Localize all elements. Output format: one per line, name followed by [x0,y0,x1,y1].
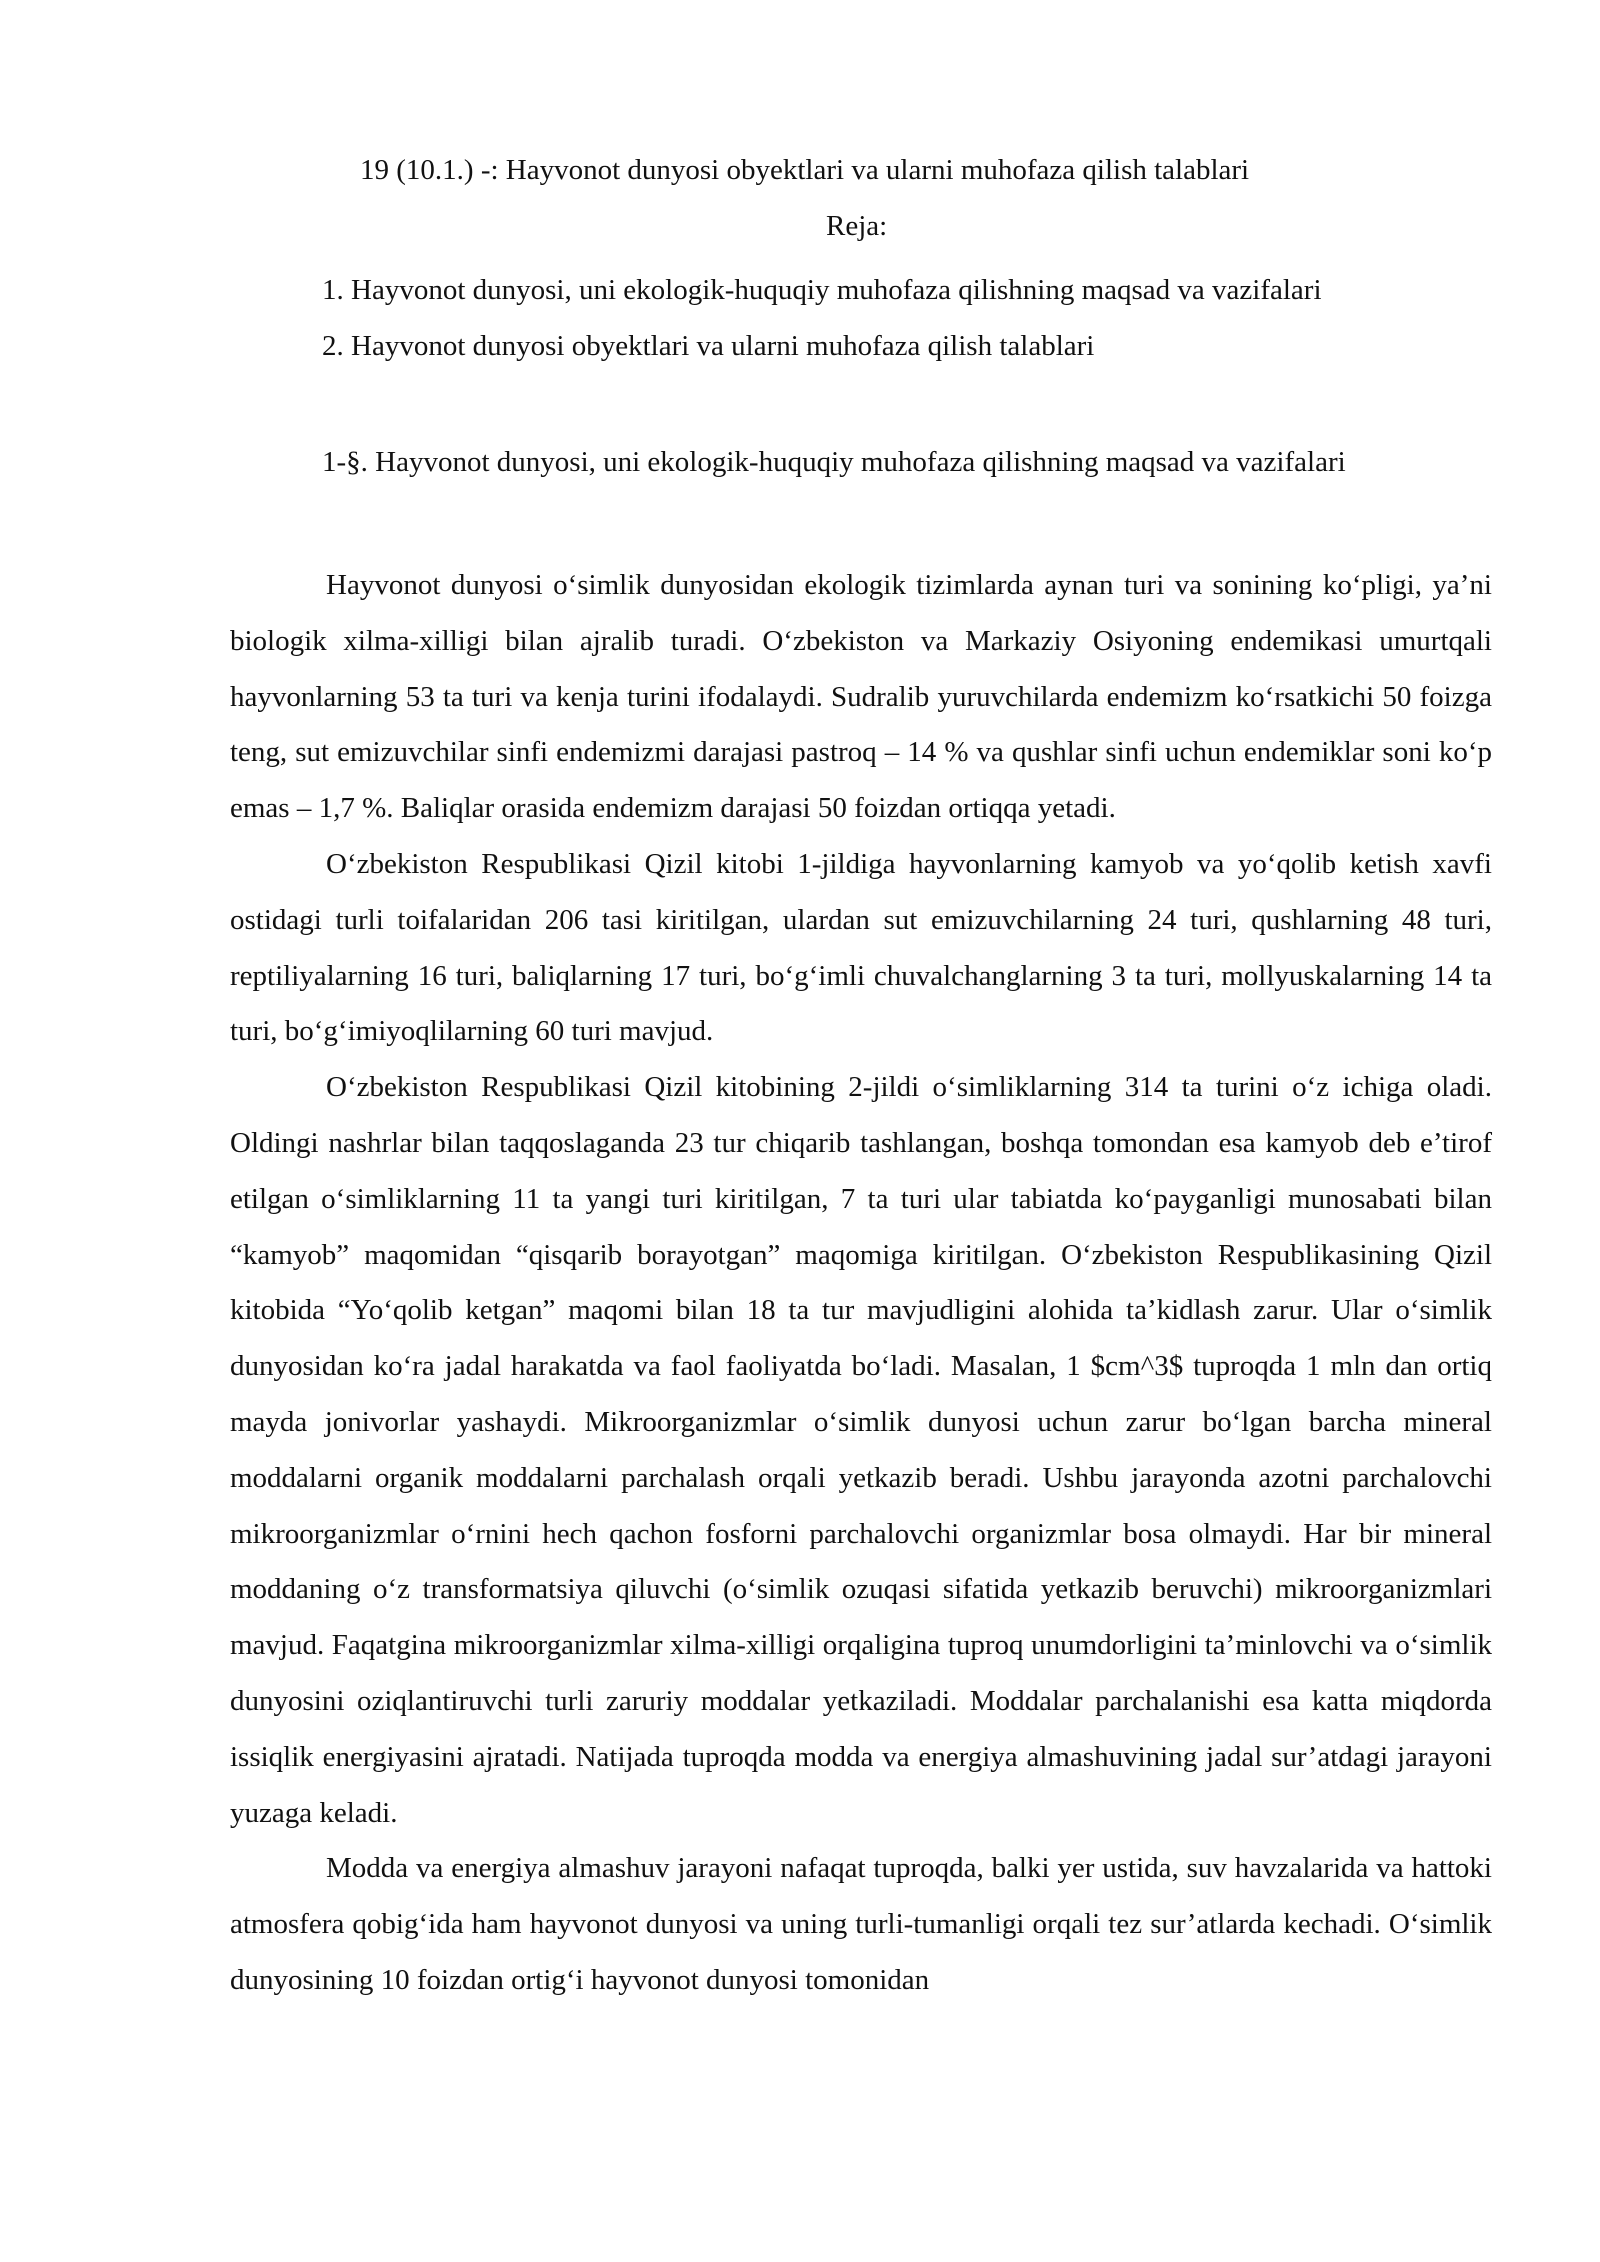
paragraph: O‘zbekiston Respublikasi Qizil kitobining 2-jildi o‘simliklarning 314 ta turini o‘z ichiga oladi. Oldingi nashrlar bilan taqqoslaganda 23 tur chiqarib tashlangan, boshqa tomondan esa kamyob deb e’tirof etilgan o‘simliklarning 11 ta yangi turi kiritilgan, 7 ta turi ular tabiatda ko‘payganligi munosabati bilan “kamyob” maqomidan “qisqarib borayotgan” maqomiga kiritilgan. O‘zbekiston Respublikasining Qizil kitobida “Yo‘qolib ketgan” maqomi bilan 18 ta tur mavjudligini alohida ta’kidlash zarur. Ular o‘simlik dunyosidan ko‘ra jadal harakatda va faol faoliyatda bo‘ladi. Masalan, 1 $cm^3$ tuproqda 1 mln dan ortiq mayda jonivorlar yashaydi. Mikroorganizmlar o‘simlik dunyosi uchun zarur bo‘lgan barcha mineral moddalarni organik moddalarni parchalash orqali yetkazib beradi. Ushbu jarayonda azotni parchalovchi mikroorganizmlar o‘rnini hech qachon fosforni parchalovchi organizmlar bosa olmaydi. Har bir mineral moddaning o‘z transformatsiya qiluvchi (o‘simlik ozuqasi sifatida yetkazib beruvchi) mikroorganizmlari mavjud. Faqatgina mikroorganizmlar xilma-xilligi orqaligina tuproq unumdorligini ta’minlovchi va o‘simlik dunyosini oziqlantiruvchi turli zaruriy moddalar yetkaziladi. Moddalar parchalanishi esa katta miqdorda issiqlik energiyasini ajratadi. Natijada tuproqda modda va energiya almashuvining jadal sur’atdagi jarayoni yuzaga keladi. [230,1071,1492,1829]
paragraph: Hayvonot dunyosi o‘simlik dunyosidan ekologik tizimlarda aynan turi va sonining ko‘pligi, ya’ni biologik xilma-xilligi bilan ajralib turadi. O‘zbekiston va Markaziy Osiyoning endemikasi umurtqali hayvonlarning 53 ta turi va kenja turini ifodalaydi. Sudralib yuruvchilarda endemizm ko‘rsatkichi 50 foizga teng, sut emizuvchilar sinfi endemizmi darajasi pastroq – 14 % va qushlar sinfi uchun endemiklar soni ko‘p emas – 1,7 %. Baliqlar orasida endemizm darajasi 50 foizdan ortiqqa yetadi. [230,569,1492,825]
section-heading: 1-§. Hayvonot dunyosi, uni ekologik-huquqiy muhofaza qilishning maqsad va vazifalari [322,446,1346,478]
body-text [230,558,1492,2009]
paragraph: O‘zbekiston Respublikasi Qizil kitobi 1-jildiga hayvonlarning kamyob va yo‘qolib ketish xavfi ostidagi turli toifalaridan 206 tasi kiritilgan, ulardan sut emizuvchilarning 24 turi, qushlarning 48 turi, reptiliyalarning 16 turi, baliqlarning 17 turi, bo‘g‘imli chuvalchanglarning 3 ta turi, mollyuskalarning 14 ta turi, bo‘g‘imiyoqlilarning 60 turi mavjud. [230,847,1492,1048]
plan-item: 1. Hayvonot dunyosi, uni ekologik-huquqiy muhofaza qilishning maqsad va vazifalari [322,274,1322,306]
plan-list [322,262,1322,374]
plan-heading: Reja: [826,210,888,242]
paragraph: Modda va energiya almashuv jarayoni nafaqat tuproqda, balki yer ustida, suv havzalarida va hattoki atmosfera qobig‘ida ham hayvonot dunyosi va uning turli-tumanligi orqali tez sur’atlarda kechadi. O‘simlik dunyosining 10 foizdan ortig‘i hayvonot dunyosi tomonidan [230,1852,1492,1996]
plan-item: 2. Hayvonot dunyosi obyektlari va ularni muhofaza qilish talablari [322,330,1095,362]
document-title: 19 (10.1.) -: Hayvonot dunyosi obyektlari va ularni muhofaza qilish talablari [360,154,1250,186]
